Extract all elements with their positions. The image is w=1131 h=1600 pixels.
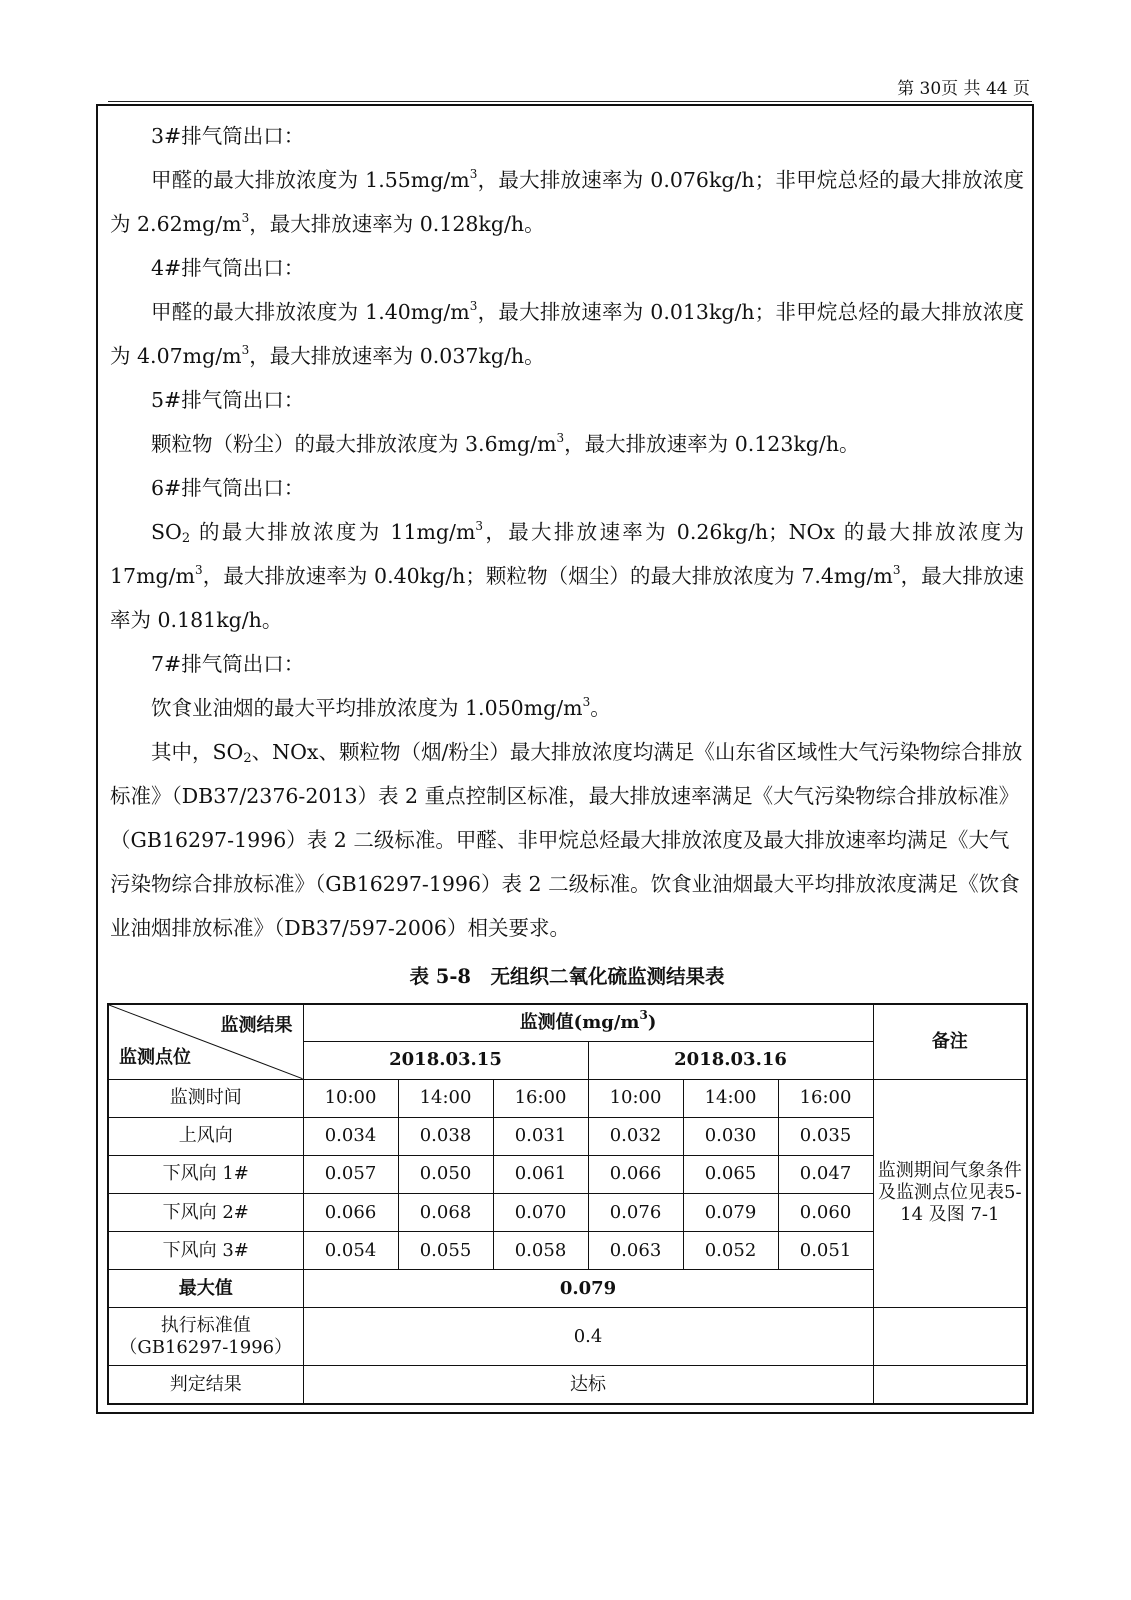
value-cell: 0.066 [303,1193,398,1231]
value-cell: 0.076 [588,1193,683,1231]
value-cell: 0.055 [398,1232,493,1270]
time-cell: 16:00 [493,1079,588,1117]
row-label-downwind-1: 下风向 1# [108,1155,303,1193]
paragraph-outlet-3-detail: 甲醛的最大排放浓度为 $1.55mg/m^3$，最大排放速率为 0.076kg/h；非甲烷总烃的最大排放浓度为 $2.62mg/m^3$，最大排放速率为 0.128kg/h。 [110,167,1024,236]
corner-label-point: 监测点位 [119,1046,191,1068]
standard-value: 0.4 [303,1308,873,1366]
standard-label: 执行标准值 （GB16297-1996） [108,1308,303,1366]
paragraph-summary: 其中，$SO_2$、NOx、颗粒物（烟/粉尘）最大排放浓度均满足《山东省区域性大气污染物综合排放标准》（DB37/2376-2013）表 2 重点控制区标准，最大排放速率满足《大气污染物综合排放标准》（GB16297-1996）表 2 二级标准。甲醛、非甲烷总烃最大排放浓度及最大排放速率均满足《大气污染物综合排放标准》（GB16297-1996）表 2 二级标准。饮食业油烟最大平均排放浓度满足《饮食业油烟排放标准》（DB37/597-2006）相关要求。 [110,740,1023,940]
date-header-1: 2018.03.15 [303,1041,588,1079]
paragraph-outlet-6: 6#排气筒出口： [151,476,305,500]
value-cell: 0.035 [778,1117,873,1155]
value-cell: 0.038 [398,1117,493,1155]
value-cell: 0.061 [493,1155,588,1193]
value-cell: 0.057 [303,1155,398,1193]
row-label-upwind: 上风向 [108,1117,303,1155]
value-cell: 0.079 [683,1193,778,1231]
row-label-downwind-2: 下风向 2# [108,1193,303,1231]
page-number: 第 30页 共 44 页 [897,79,1030,99]
value-cell: 0.032 [588,1117,683,1155]
remark-header: 备注 [873,1004,1027,1079]
time-row-label: 监测时间 [108,1079,303,1117]
value-cell: 0.063 [588,1232,683,1270]
value-cell: 0.060 [778,1193,873,1231]
paragraph-outlet-7: 7#排气筒出口： [151,652,305,676]
value-cell: 0.034 [303,1117,398,1155]
time-cell: 16:00 [778,1079,873,1117]
value-cell: 0.031 [493,1117,588,1155]
results-table [107,1003,1028,1405]
value-cell: 0.068 [398,1193,493,1231]
value-cell: 0.054 [303,1232,398,1270]
table-corner-cell [108,1004,303,1079]
value-cell: 0.051 [778,1232,873,1270]
paragraph-outlet-4-detail: 甲醛的最大排放浓度为 $1.40mg/m^3$，最大排放速率为 0.013kg/h；非甲烷总烃的最大排放浓度为 $4.07mg/m^3$，最大排放速率为 0.037kg/h。 [110,299,1024,368]
value-cell: 0.066 [588,1155,683,1193]
row-label-downwind-3: 下风向 3# [108,1232,303,1270]
value-cell: 0.065 [683,1155,778,1193]
paragraph-outlet-7-detail: 饮食业油烟的最大平均排放浓度为 $1.050mg/m^3$。 [151,695,611,720]
max-value: 0.079 [303,1270,873,1308]
body-text [110,114,1024,950]
remark-empty-cell [873,1308,1027,1366]
paragraph-outlet-4: 4#排气筒出口： [151,256,305,280]
value-cell: 0.047 [778,1155,873,1193]
time-cell: 10:00 [303,1079,398,1117]
value-cell: 0.058 [493,1232,588,1270]
time-cell: 10:00 [588,1079,683,1117]
value-cell: 0.052 [683,1232,778,1270]
value-cell: 0.030 [683,1117,778,1155]
max-label: 最大值 [108,1270,303,1308]
paragraph-outlet-5: 5#排气筒出口： [151,388,305,412]
result-value: 达标 [303,1366,873,1404]
date-header-2: 2018.03.16 [588,1041,873,1079]
table-caption: 表 5-8 无组织二氧化硫监测结果表 [409,965,725,988]
value-cell: 0.070 [493,1193,588,1231]
remark-empty-cell [873,1366,1027,1404]
paragraph-outlet-5-detail: 颗粒物（粉尘）的最大排放浓度为 $3.6mg/m^3$，最大排放速率为 0.123kg/h。 [151,431,860,456]
paragraph-outlet-3: 3#排气筒出口： [151,124,305,148]
corner-label-result: 监测结果 [220,1015,293,1036]
time-cell: 14:00 [398,1079,493,1117]
header-rule [108,101,1032,102]
value-cell: 0.050 [398,1155,493,1193]
value-header: 监测值$(mg/m^3)$ [303,1004,873,1041]
time-cell: 14:00 [683,1079,778,1117]
result-label: 判定结果 [108,1366,303,1404]
paragraph-outlet-6-detail: $SO_2$ 的最大排放浓度为 $11mg/m^3$，最大排放速率为 0.26kg/h；NOx 的最大排放浓度为 $17mg/m^3$，最大排放速率为 0.40kg/h；颗粒物（烟尘）的最大排放浓度为 $7.4mg/m^3$，最大排放速率为 0.181kg/h。 [110,519,1025,632]
remark-cell: 监测期间气象条件及监测点位见表5-14 及图 7-1 [873,1079,1027,1308]
